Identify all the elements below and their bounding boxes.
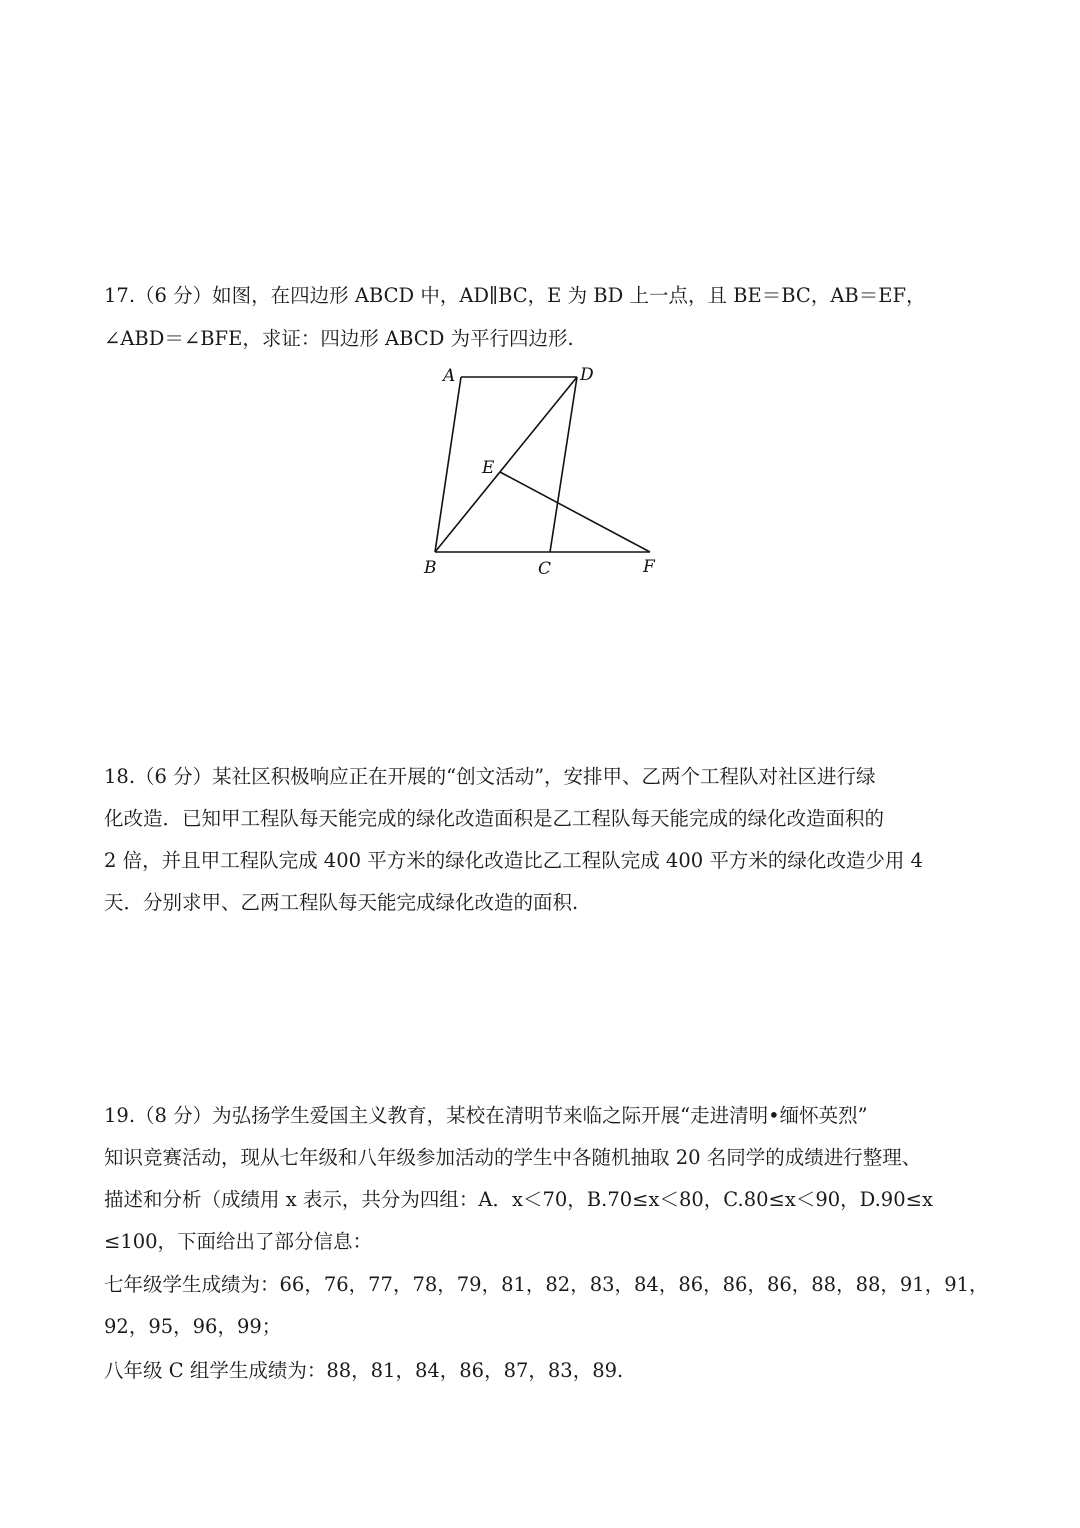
- q19-grade7-scores-line-2: 92，95，96，99；: [104, 1315, 282, 1338]
- q19-grade7-scores-line-1: 七年级学生成绩为：66，76，77，78，79，81，82，83，84，86，86，86，88，88，91，91，: [104, 1273, 989, 1296]
- label-point-c: C: [538, 559, 552, 579]
- q18-text-line-3: 2 倍，并且甲工程队完成 400 平方米的绿化改造比乙工程队完成 400 平方米的绿化改造少用 4: [104, 849, 923, 872]
- q19-text-line-4: ≤100，下面给出了部分信息：: [104, 1230, 373, 1253]
- q18-text-line-1: 18.（6 分）某社区积极响应正在开展的“创文活动”，安排甲、乙两个工程队对社区进行绿: [104, 765, 876, 788]
- q19-text-line-2: 知识竞赛活动，现从七年级和八年级参加活动的学生中各随机抽取 20 名同学的成绩进行整理、: [104, 1146, 922, 1169]
- quadrilateral-diagram: [400, 355, 700, 595]
- label-point-f: F: [643, 557, 655, 577]
- segment-ef: [500, 472, 650, 552]
- label-point-a: A: [443, 366, 456, 386]
- q19-grade8-c-scores: 八年级 C 组学生成绩为：88，81，84，86，87，83，89.: [104, 1359, 624, 1382]
- q19-text-line-1: 19.（8 分）为弘扬学生爱国主义教育，某校在清明节来临之际开展“走进清明•缅怀英烈”: [104, 1104, 868, 1127]
- label-point-b: B: [424, 558, 437, 578]
- q18-text-line-4: 天．分别求甲、乙两工程队每天能完成绿化改造的面积.: [104, 891, 579, 914]
- q17-text-line-2: ∠ABD＝∠BFE，求证：四边形 ABCD 为平行四边形.: [104, 327, 574, 350]
- q17-geometry-figure: [400, 355, 700, 595]
- q17-text-line-1: 17.（6 分）如图，在四边形 ABCD 中，AD∥BC，E 为 BD 上一点，且 BE＝BC，AB＝EF，: [104, 284, 926, 307]
- q19-text-line-3: 描述和分析（成绩用 x 表示，共分为四组：A．x＜70，B.70≤x＜80，C.80≤x＜90，D.90≤x: [104, 1188, 933, 1211]
- q18-text-line-2: 化改造．已知甲工程队每天能完成的绿化改造面积是乙工程队每天能完成的绿化改造面积的: [104, 807, 885, 830]
- label-point-e: E: [482, 458, 495, 478]
- label-point-d: D: [580, 365, 594, 385]
- segment-dc: [550, 377, 577, 552]
